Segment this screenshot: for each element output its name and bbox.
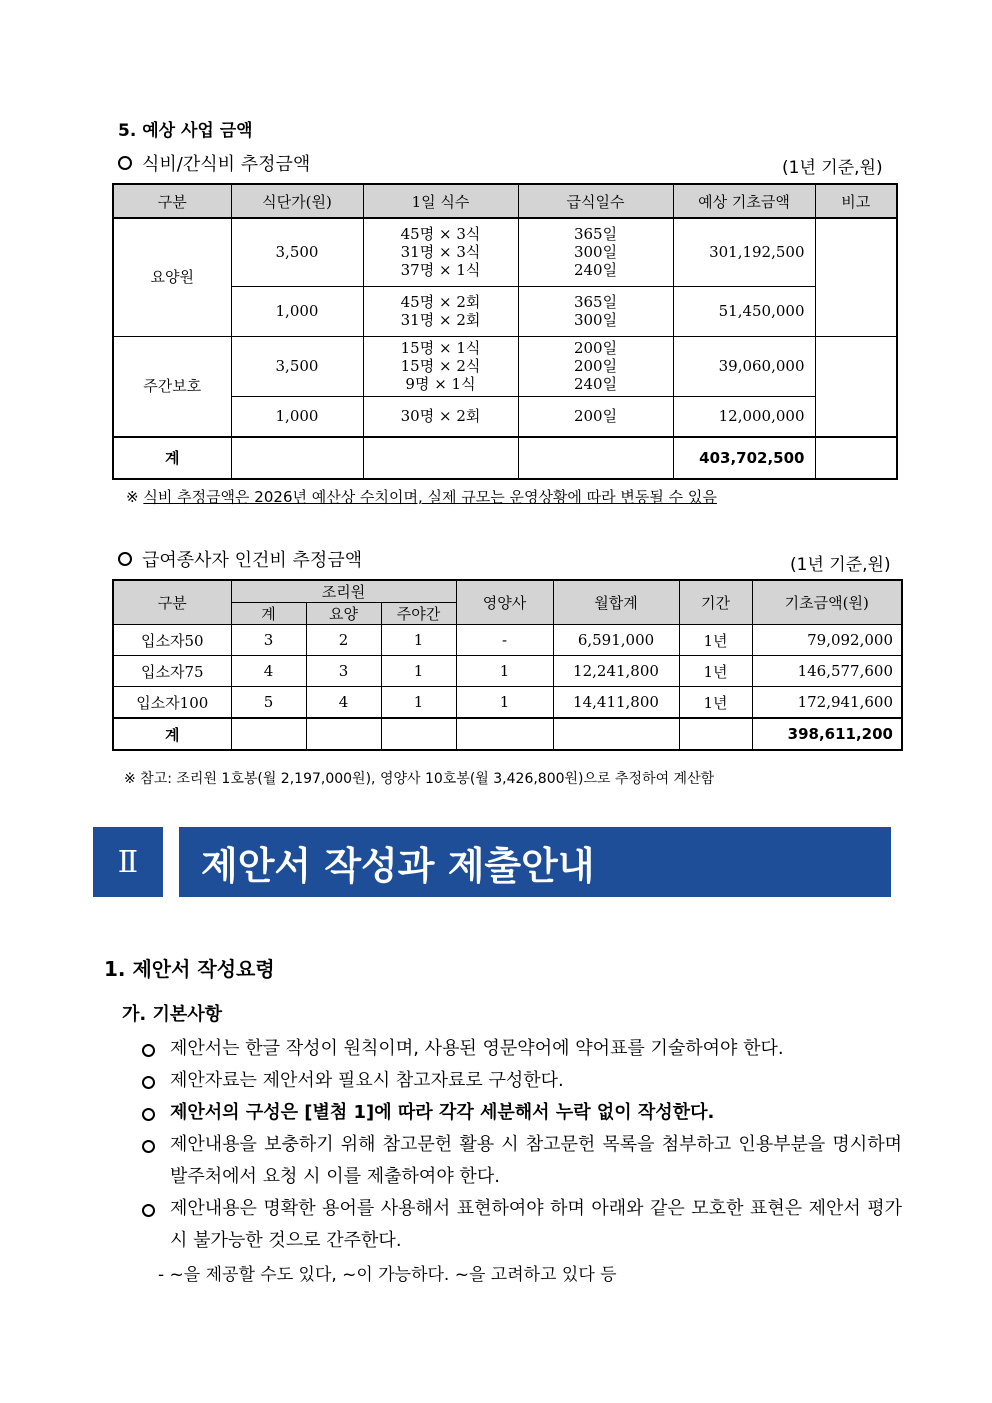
table-row bbox=[113, 687, 902, 719]
circle-bullet-icon bbox=[142, 1140, 155, 1153]
section-heading: 5. 예상 사업 금액 bbox=[118, 121, 253, 141]
list-item-text: 제안자료는 제안서와 필요시 참고자료로 구성한다. bbox=[170, 1070, 564, 1091]
col-subheader: 요양 bbox=[306, 603, 381, 625]
labor-unit: (1년 기준,원) bbox=[790, 555, 891, 575]
list-item bbox=[140, 1097, 902, 1129]
list-item-text: 제안내용은 명확한 용어를 사용해서 표현하여야 하며 아래와 같은 모호한 표현은 제안서 평가 시 불가능한 것으로 간주한다. bbox=[170, 1198, 902, 1251]
cook-care: 2 bbox=[306, 625, 381, 656]
list-item bbox=[140, 1033, 902, 1065]
total-row bbox=[113, 718, 902, 750]
days-line: 200일 bbox=[573, 357, 618, 375]
monthly-total: 6,591,000 bbox=[553, 625, 679, 656]
col-header: 월합계 bbox=[553, 580, 679, 625]
row-name: 입소자100 bbox=[113, 687, 231, 719]
list-item-text: 제안서의 구성은 [별첨 1]에 따라 각각 세분해서 누락 없이 작성한다. bbox=[170, 1102, 715, 1123]
days-line: 365일 bbox=[573, 225, 618, 244]
days-line: 300일 bbox=[573, 243, 618, 262]
daily-count bbox=[363, 336, 518, 396]
meal-note bbox=[126, 486, 717, 507]
count-line: 31명 × 3식 bbox=[400, 243, 481, 262]
count-line: 31명 × 2회 bbox=[400, 311, 481, 329]
empty-cell bbox=[815, 437, 897, 479]
labor-note: ※ 참고: 조리원 1호봉(월 2,197,000원), 영양사 10호봉(월 3,426,800원)으로 추정하여 계산함 bbox=[124, 771, 715, 787]
base-amount: 51,450,000 bbox=[673, 286, 815, 336]
count-line: 45명 × 3식 bbox=[400, 225, 481, 244]
remark-cell bbox=[815, 218, 897, 336]
table-header-row bbox=[113, 184, 897, 218]
nutritionist-count: 1 bbox=[456, 656, 553, 687]
circle-bullet-icon bbox=[142, 1204, 155, 1217]
meal-days bbox=[518, 286, 673, 336]
unit-price: 1,000 bbox=[231, 286, 363, 336]
nutritionist-count: 1 bbox=[456, 687, 553, 719]
list-item-text: 제안내용을 보충하기 위해 참고문헌 활용 시 참고문헌 목록을 첨부하고 인용부분을 명시하며 발주처에서 요청 시 이를 제출하여야 한다. bbox=[170, 1134, 902, 1187]
group-name: 주간보호 bbox=[113, 336, 231, 437]
empty-cell bbox=[363, 437, 518, 479]
monthly-total: 12,241,800 bbox=[553, 656, 679, 687]
count-line: 37명 × 1식 bbox=[400, 261, 481, 280]
days-line: 365일 bbox=[573, 293, 618, 311]
meal-days bbox=[518, 218, 673, 286]
nutritionist-count: - bbox=[456, 625, 553, 656]
daily-count bbox=[363, 218, 518, 286]
col-header: 기간 bbox=[679, 580, 752, 625]
total-row bbox=[113, 437, 897, 479]
table-row bbox=[113, 286, 897, 336]
note-text: 식비 추정금액은 2026년 예산상 수치이며, 실제 규모는 운영상황에 따라 변동될 수 있음 bbox=[143, 488, 717, 506]
list-item bbox=[140, 1193, 902, 1257]
days-line: 240일 bbox=[573, 375, 618, 393]
unit-price: 3,500 bbox=[231, 218, 363, 286]
cook-day: 1 bbox=[381, 625, 456, 656]
period: 1년 bbox=[679, 625, 752, 656]
total-label: 계 bbox=[113, 437, 231, 479]
col-subheader: 계 bbox=[231, 603, 306, 625]
meal-subtitle bbox=[118, 150, 310, 176]
meal-unit: (1년 기준,원) bbox=[782, 158, 883, 178]
days-line: 200일 bbox=[573, 339, 618, 357]
cook-total: 3 bbox=[231, 625, 306, 656]
cook-care: 3 bbox=[306, 656, 381, 687]
col-header: 영양사 bbox=[456, 580, 553, 625]
table-row bbox=[113, 218, 897, 286]
base-amount: 301,192,500 bbox=[673, 218, 815, 286]
empty-cell bbox=[306, 718, 381, 750]
col-header: 급식일수 bbox=[518, 184, 673, 218]
empty-cell bbox=[456, 718, 553, 750]
base-amount: 39,060,000 bbox=[673, 336, 815, 396]
empty-cell bbox=[518, 437, 673, 479]
meal-subtitle-text: 식비/간식비 추정금액 bbox=[142, 154, 311, 175]
meal-cost-table bbox=[112, 183, 898, 480]
count-line: 15명 × 2식 bbox=[400, 357, 481, 375]
col-header: 예상 기초금액 bbox=[673, 184, 815, 218]
empty-cell bbox=[553, 718, 679, 750]
daily-count bbox=[363, 396, 518, 437]
empty-cell bbox=[381, 718, 456, 750]
base-amount: 146,577,600 bbox=[752, 656, 902, 687]
bullet-list bbox=[140, 1033, 902, 1257]
days-line: 240일 bbox=[573, 261, 618, 280]
example-line: - ~을 제공할 수도 있다, ~이 가능하다. ~을 고려하고 있다 등 bbox=[158, 1265, 617, 1285]
col-header: 비고 bbox=[815, 184, 897, 218]
monthly-total: 14,411,800 bbox=[553, 687, 679, 719]
cook-day: 1 bbox=[381, 687, 456, 719]
unit-price: 1,000 bbox=[231, 396, 363, 437]
list-item bbox=[140, 1065, 902, 1097]
col-header: 구분 bbox=[113, 580, 231, 625]
count-line: 45명 × 2회 bbox=[400, 293, 481, 311]
labor-subtitle bbox=[118, 546, 362, 572]
circle-bullet-icon bbox=[118, 156, 132, 170]
circle-bullet-icon bbox=[142, 1108, 155, 1121]
chapter-number: Ⅱ bbox=[93, 827, 163, 897]
table-row bbox=[113, 656, 902, 687]
circle-bullet-icon bbox=[142, 1076, 155, 1089]
period: 1년 bbox=[679, 687, 752, 719]
subsection-heading: 가. 기본사항 bbox=[122, 1004, 223, 1025]
empty-cell bbox=[231, 718, 306, 750]
days-line: 300일 bbox=[573, 311, 618, 329]
col-header: 조리원 bbox=[231, 580, 456, 603]
count-line: 30명 × 2회 bbox=[400, 407, 481, 426]
table-row bbox=[113, 336, 897, 396]
col-subheader: 주야간 bbox=[381, 603, 456, 625]
table-row bbox=[113, 396, 897, 437]
meal-days bbox=[518, 336, 673, 396]
base-amount: 79,092,000 bbox=[752, 625, 902, 656]
col-header: 기초금액(원) bbox=[752, 580, 902, 625]
list-item-text: 제안서는 한글 작성이 원칙이며, 사용된 영문약어에 약어표를 기술하여야 한다. bbox=[170, 1038, 784, 1059]
unit-price: 3,500 bbox=[231, 336, 363, 396]
col-header: 1일 식수 bbox=[363, 184, 518, 218]
cook-total: 4 bbox=[231, 656, 306, 687]
row-name: 입소자75 bbox=[113, 656, 231, 687]
base-amount: 172,941,600 bbox=[752, 687, 902, 719]
meal-days bbox=[518, 396, 673, 437]
days-line: 200일 bbox=[573, 407, 618, 426]
group-name: 요양원 bbox=[113, 218, 231, 336]
labor-subtitle-text: 급여종사자 인건비 추정금액 bbox=[142, 550, 363, 571]
cook-day: 1 bbox=[381, 656, 456, 687]
base-amount: 12,000,000 bbox=[673, 396, 815, 437]
empty-cell bbox=[679, 718, 752, 750]
circle-bullet-icon bbox=[142, 1044, 155, 1057]
labor-cost-table bbox=[112, 579, 903, 751]
count-line: 15명 × 1식 bbox=[400, 339, 481, 357]
table-header-row bbox=[113, 580, 902, 603]
circle-bullet-icon bbox=[118, 552, 132, 566]
col-header: 구분 bbox=[113, 184, 231, 218]
period: 1년 bbox=[679, 656, 752, 687]
count-line: 9명 × 1식 bbox=[405, 375, 476, 393]
list-item bbox=[140, 1129, 902, 1193]
total-amount: 398,611,200 bbox=[752, 718, 902, 750]
chapter-title: 제안서 작성과 제출안내 bbox=[179, 827, 891, 897]
note-prefix: ※ bbox=[126, 488, 144, 506]
total-label: 계 bbox=[113, 718, 231, 750]
total-amount: 403,702,500 bbox=[673, 437, 815, 479]
cook-total: 5 bbox=[231, 687, 306, 719]
empty-cell bbox=[231, 437, 363, 479]
row-name: 입소자50 bbox=[113, 625, 231, 656]
remark-cell bbox=[815, 336, 897, 437]
table-row bbox=[113, 625, 902, 656]
daily-count bbox=[363, 286, 518, 336]
cook-care: 4 bbox=[306, 687, 381, 719]
col-header: 식단가(원) bbox=[231, 184, 363, 218]
section-heading: 1. 제안서 작성요령 bbox=[104, 957, 275, 981]
